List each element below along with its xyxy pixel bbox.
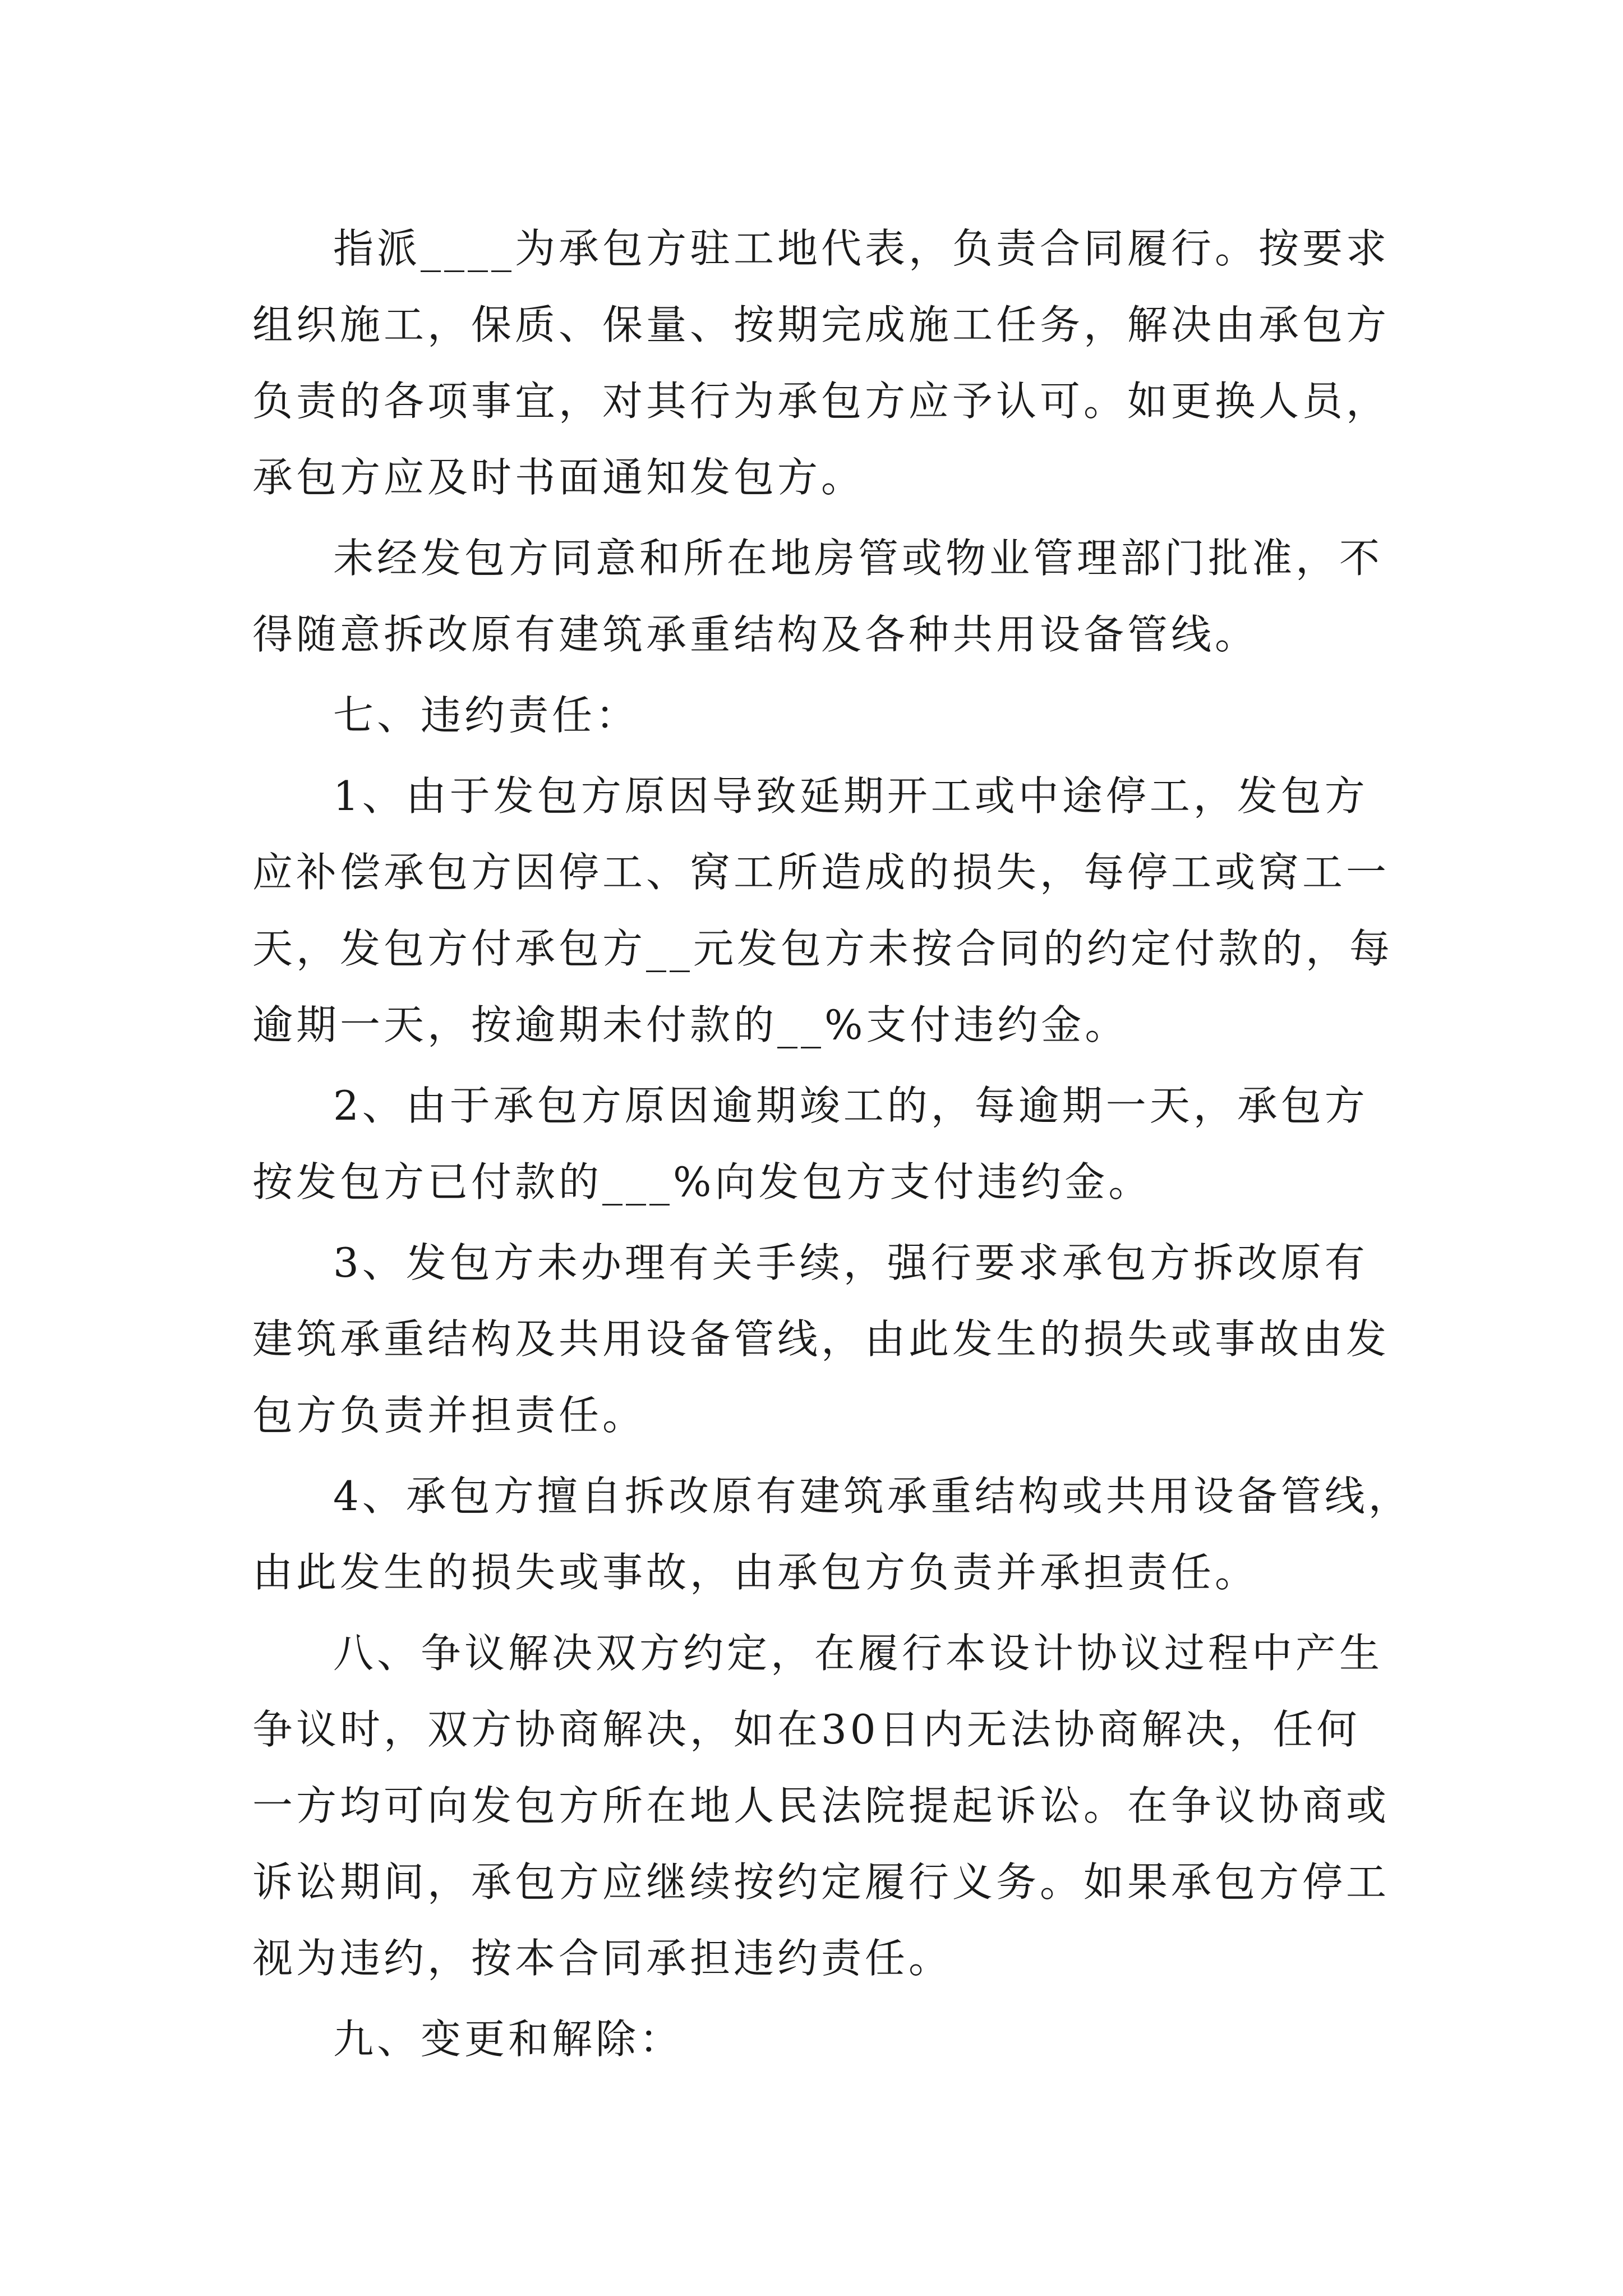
text-line: 组织施工，保质、保量、按期完成施工任务，解决由承包方 [252,301,1390,348]
text-line: 八、争议解决双方约定，在履行本设计协议过程中产生 [333,1630,1384,1677]
text-line: 由此发生的损失或事故，由承包方负责并承担责任。 [252,1549,1259,1596]
text-line: 负责的各项事宜，对其行为承包方应予认可。如更换人员， [252,378,1390,425]
text-line: 天，发包方付承包方__元发包方未按合同的约定付款的，每 [252,925,1394,972]
clause-3 [252,1225,1390,1453]
text-line: 视为违约，按本合同承担违约责任。 [252,1935,953,1982]
section-heading: 九、变更和解除： [333,2016,684,2063]
text-line: 争议时，双方协商解决，如在30日内无法协商解决，任何 [252,1706,1361,1753]
text-line: 诉讼期间，承包方应继续按约定履行义务。如果承包方停工 [252,1858,1390,1906]
section-dispute-resolution [252,1615,1390,1996]
clause-4 [252,1458,1412,1611]
section-heading-breach-liability [252,677,1385,753]
clause-1 [252,758,1394,1063]
text-line: 承包方应及时书面通知发包方。 [252,454,865,501]
text-line: 包方负责并担责任。 [252,1392,647,1439]
text-line: 得随意拆改原有建筑承重结构及各种共用设备管线。 [252,611,1259,658]
paragraph-representative [252,210,1390,516]
text-line: 3、发包方未办理有关手续，强行要求承包方拆改原有 [333,1239,1368,1286]
text-line: 按发包方已付款的___%向发包方支付违约金。 [252,1158,1152,1205]
text-line: 1、由于发包方原因导致延期开工或中途停工，发包方 [333,772,1368,820]
text-line: 建筑承重结构及共用设备管线，由此发生的损失或事故由发 [252,1315,1390,1363]
text-line: 应补偿承包方因停工、窝工所造成的损失，每停工或窝工一 [252,849,1390,896]
text-line: 一方均可向发包方所在地人民法院提起诉讼。在争议协商或 [252,1782,1390,1829]
text-line: 逾期一天，按逾期未付款的__%支付违约金。 [252,1001,1129,1048]
text-line: 指派____为承包方驻工地代表，负责合同履行。按要求 [333,225,1390,272]
text-line: 2、由于承包方原因逾期竣工的，每逾期一天，承包方 [333,1082,1368,1129]
text-line: 未经发包方同意和所在地房管或物业管理部门批准，不 [333,535,1384,582]
paragraph-structure-restriction [252,520,1385,673]
text-line: 4、承包方擅自拆改原有建筑承重结构或共用设备管线， [333,1473,1412,1520]
section-heading-amendment [252,2001,1385,2077]
section-heading: 七、违约责任： [333,692,640,739]
clause-2 [252,1068,1385,1220]
document-body [252,210,1412,2077]
